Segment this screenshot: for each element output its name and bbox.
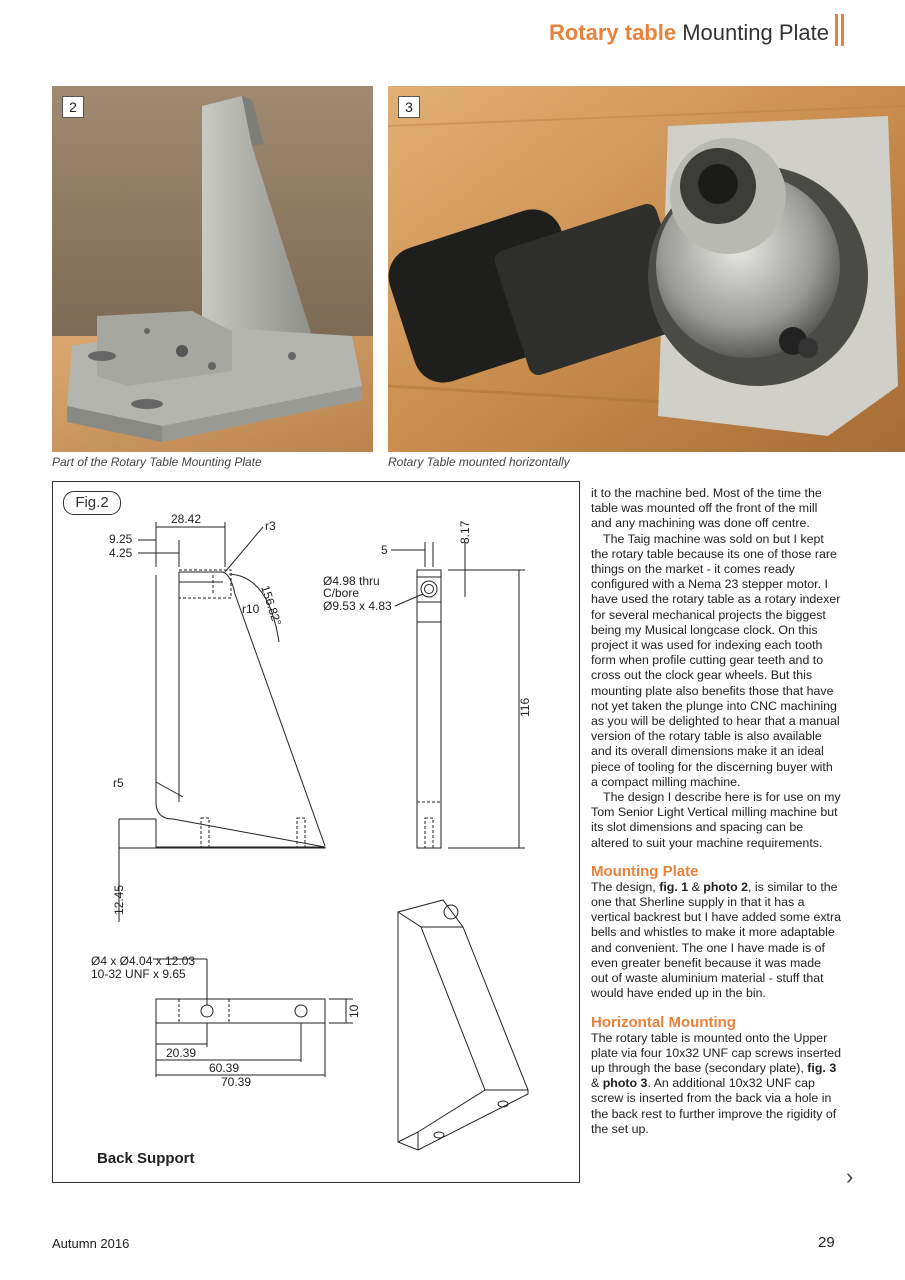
page-number: 29 [818,1234,835,1251]
heading-horizontal-mounting: Horizontal Mounting [591,1013,736,1031]
dim-cbore: C/bore [323,586,360,600]
technical-drawing [53,482,579,1182]
photo-2-image [52,86,373,452]
paragraph-4: The design, fig. 1 & photo 2, is similar to the one that Sherline supply in that it has a vertical backrest but I have added some extra bells and whistles to make it more adaptable and convenient. The one I have made is of even greater benefit because it was made out of waste aluminium material - stuff that would have ended up in the bin. [591,879,842,1001]
dim-9-25: 9.25 [109,532,133,546]
dim-r5: r5 [113,776,124,790]
dim-thread: 10-32 UNF x 9.65 [91,967,186,981]
photo-3-caption: Rotary Table mounted horizontally [388,455,570,469]
dim-10: 10 [347,1004,361,1018]
photo-2-caption: Part of the Rotary Table Mounting Plate [52,455,262,469]
dim-angle: 156.82° [258,583,285,628]
dim-cbore-size: Ø9.53 x 4.83 [323,599,392,613]
figure-2-drawing [52,481,580,1183]
photo-number-3: 3 [398,96,420,118]
dim-70-39: 70.39 [221,1075,252,1089]
dim-116: 116 [518,697,532,717]
dim-4-25: 4.25 [109,546,133,560]
photo-number-2: 2 [62,96,84,118]
plan-view-outline [156,999,325,1023]
continue-arrow-icon: › [846,1164,854,1189]
front-view-outline [417,570,441,848]
dim-28-42: 28.42 [171,512,202,526]
dim-5: 5 [381,543,388,557]
paragraph-2: The Taig machine was sold on but I kept the rotary table because its one of those rare things on the market - it comes ready configured with a Nema 23 stepper motor. I have used the rotary table as a rotary indexer for several mechanical projects the biggest being my Musical longcase clock. On this project it was used for indexing each tooth form when profile cutting gear teeth and to cross out the clock gear wheels. But this mounting plate also benefits those that have not yet taken the plunge into CNC machining as you will be delighted to hear that a manual version of the rotary table is also available and its overall dimensions make it an ideal piece of tooling for the discerning buyer with a compact milling machine. [591,531,841,789]
figure-title: Back Support [97,1150,195,1167]
paragraph-1: it to the machine bed. Most of the time the table was mounted off the front of the mill and any machining was done off centre. [591,486,822,531]
header-title-bold: Rotary table [548,20,677,45]
photo-2 [52,86,373,452]
heading-mounting-plate: Mounting Plate [591,862,699,880]
header-accent-bars [835,14,847,46]
photo-3 [388,86,905,452]
paragraph-5: The rotary table is mounted onto the Upper plate via four 10x32 UNF cap screws inserted up through the base (secondary plate), fig. 3 & photo 3. An additional 10x32 UNF cap screw is inserted from the back via a hole in the back rest to further improve the rigidity of the set up. [591,1030,841,1136]
running-header [549,20,829,46]
dim-8-17: 8.17 [458,520,472,544]
isometric-view-outline [398,900,528,1150]
header-title-light: Mounting Plate [682,20,829,45]
article-column [591,486,841,1137]
dim-thru-hole: Ø4.98 thru [323,574,380,588]
dim-tap-drill: Ø4 x Ø4.04 x 12.03 [91,954,196,968]
footer-issue: Autumn 2016 [52,1236,130,1251]
dim-r3: r3 [265,519,276,533]
dim-r10: r10 [242,602,260,616]
dim-60-39: 60.39 [209,1061,240,1075]
photo-3-image [388,86,905,452]
dim-20-39: 20.39 [166,1046,197,1060]
paragraph-3: The design I describe here is for use on my Tom Senior Light Vertical milling machine but its slot dimensions and spacing can be altered to suit your machine requirements. [591,790,841,850]
dim-12-45: 12.45 [112,884,126,915]
figure-label: Fig.2 [63,491,121,515]
side-view-outline [156,575,325,848]
